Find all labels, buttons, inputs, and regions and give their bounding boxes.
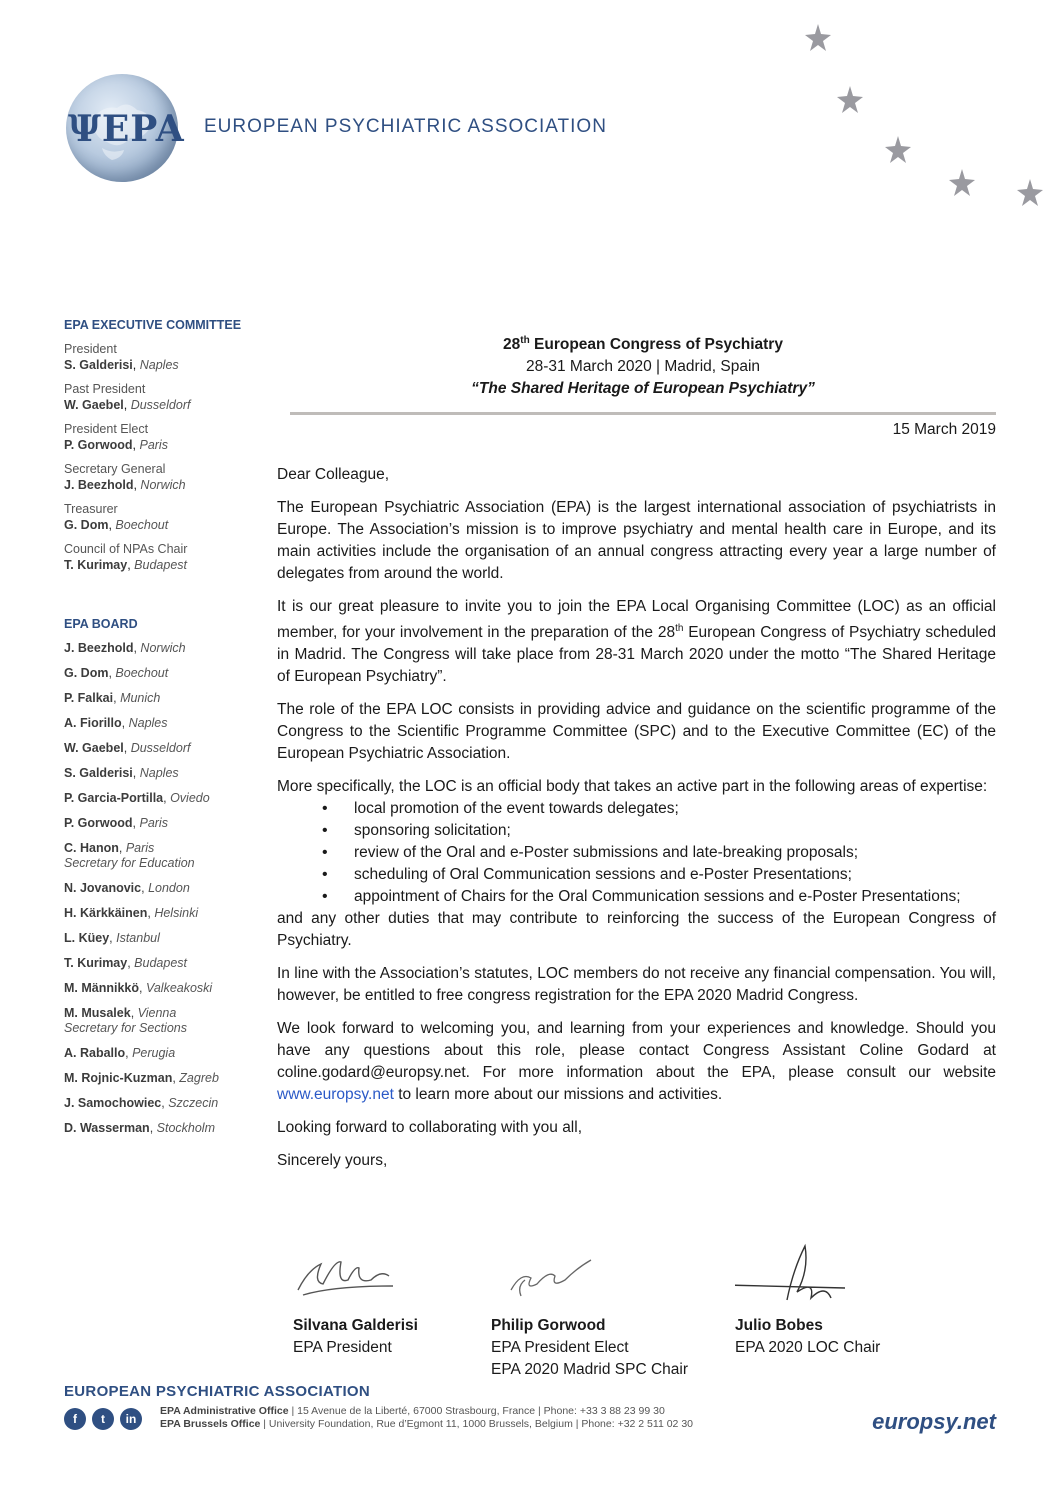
exec-city: Dusseldorf [130,397,191,412]
signature-block [293,1240,493,1359]
board-member: A. Fiorillo, Naples [64,716,168,730]
board-member: L. Küey, Istanbul [64,931,160,945]
board-name: H. Kärkkäinen [64,906,148,920]
board-name: D. Wasserman [64,1121,150,1135]
list-item: • sponsoring solicitation; [277,820,996,842]
signature-block [735,1240,935,1359]
board-name: P. Falkai [64,691,114,705]
board-section [64,617,264,1136]
exec-city: Naples [139,357,179,372]
board-member: C. Hanon, Paris Secretary for Education [64,841,264,871]
office-line [160,1418,693,1431]
handwritten-signature [293,1240,403,1308]
handwritten-signature [735,1240,865,1308]
list-item: • scheduling of Oral Communication sessions and e-Poster Presentations; [277,864,996,886]
board-city: Paris [125,841,155,855]
closing: Sincerely yours, [277,1152,388,1170]
board-name: T. Kurimay [64,956,128,970]
event-motto: “The Shared Heritage of European Psychiatry” [471,380,815,398]
board-city: Dusseldorf [130,741,191,755]
paragraph: Looking forward to collaborating with you all, [277,1119,583,1137]
event-title-number: 28 [503,336,521,354]
office-text: | 15 Avenue de la Liberté, 67000 Strasbourg, France | Phone: +33 3 88 23 99 30 [288,1405,665,1417]
exec-name: G. Dom [64,517,109,532]
board-name: M. Rojnic-Kuzman [64,1071,173,1085]
superscript: th [675,623,684,634]
board-city: Szczecin [168,1096,219,1110]
board-name: A. Fiorillo [64,716,122,730]
board-name: A. Raballo [64,1046,126,1060]
exec-committee-list [64,342,264,573]
letter-date: 15 March 2019 [892,421,996,438]
board-name: J. Beezhold [64,641,134,655]
board-name: J. Samochowiec [64,1096,162,1110]
paragraph: and any other duties that may contribute to reinforcing the success of the European Congress of Psychiatry. [277,910,996,950]
letter-body [277,464,996,1183]
signer-title: EPA 2020 LOC Chair [735,1339,881,1356]
board-heading: EPA BOARD [64,617,138,631]
exec-role: Council of NPAs Chair [64,542,188,556]
board-member: H. Kärkkäinen, Helsinki [64,906,199,920]
exec-role: Past President [64,382,146,396]
exec-member: President S. Galderisi, Naples [64,342,264,373]
board-city: Naples [139,766,179,780]
paragraph: In line with the Association’s statutes, LOC members do not receive any financial compensation. You will, however, be entitled to free congress registration for the EPA 2020 Madrid Congress. [277,965,996,1005]
board-city: Munich [120,691,161,705]
exec-member: President Elect P. Gorwood, Paris [64,422,264,453]
event-dates: 28-31 March 2020 | Madrid, Spain [525,358,761,376]
header-org-name: EUROPEAN PSYCHIATRIC ASSOCIATION [204,116,607,137]
board-city: Oviedo [170,791,210,805]
board-city: Naples [128,716,168,730]
paragraph-text: European Congress of Psychiatry scheduled in Madrid. The Congress will take place from 28-31 March 2020 under the motto “The Shared Heritage of European Psychiatry”. [277,624,996,686]
exec-role: President Elect [64,422,149,436]
footer-website-link[interactable]: europsy.net [872,1409,996,1434]
board-member: P. Garcia-Portilla, Oviedo [64,791,210,805]
board-sub-role: Secretary for Education [64,856,195,870]
twitter-icon[interactable]: t [92,1408,114,1430]
handwritten-signature [491,1240,611,1308]
signer-title: EPA President [293,1339,392,1356]
signature-block [491,1240,691,1381]
board-name: S. Galderisi [64,766,133,780]
decorative-stars-icon [790,14,1058,214]
board-member: G. Dom, Boechout [64,666,169,680]
office-label: EPA Administrative Office [160,1405,289,1417]
exec-member: Council of NPAs Chair T. Kurimay, Budapest [64,542,264,573]
board-sub-role: Secretary for Sections [64,1021,187,1035]
paragraph-text: It is our great pleasure to invite you to join the EPA Local Organising Committee (LOC) as an official member, for your involvement in the preparation of the 28 [277,598,996,642]
exec-member: Treasurer G. Dom, Boechout [64,502,264,533]
board-member: M. Männikkö, Valkeakoski [64,981,213,995]
board-member: M. Musalek, Vienna Secretary for Sections [64,1006,264,1036]
board-name: N. Jovanovic [64,881,142,895]
signer-title: EPA President Elect [491,1339,629,1356]
board-city: Paris [139,816,168,830]
website-link[interactable]: www.europsy.net [277,1086,394,1104]
board-member: J. Samochowiec, Szczecin [64,1096,219,1110]
exec-role: President [64,342,117,356]
board-member: D. Wasserman, Stockholm [64,1121,215,1135]
list-item: • review of the Oral and e-Poster submissions and late-breaking proposals; [277,842,996,864]
board-list [64,641,264,1136]
exec-name: S. Galderisi [64,357,133,372]
office-addresses [160,1405,693,1431]
exec-name: W. Gaebel [64,397,124,412]
list-item: • appointment of Chairs for the Oral Communication sessions and e-Poster Presentations; [277,886,996,908]
board-city: Budapest [134,956,187,970]
list-item: • local promotion of the event towards delegates; [277,798,996,820]
board-name: M. Männikkö [64,981,140,995]
board-member: S. Galderisi, Naples [64,766,179,780]
board-name: M. Musalek [64,1006,131,1020]
bullet-list [277,798,996,908]
event-title [290,330,996,356]
epa-logo-text: ΨEPA [68,108,185,150]
board-name: C. Hanon [64,841,119,855]
facebook-icon[interactable]: f [64,1408,86,1430]
board-city: London [148,881,190,895]
board-city: Boechout [115,666,169,680]
signer-name: Philip Gorwood [491,1317,606,1334]
board-city: Zagreb [179,1071,219,1085]
board-city: Valkeakoski [145,981,213,995]
divider [290,412,996,415]
paragraph-text: to learn more about our missions and activities. [393,1086,723,1104]
board-member: T. Kurimay, Budapest [64,956,187,970]
board-city: Helsinki [154,906,199,920]
board-name: G. Dom [64,666,109,680]
exec-name: T. Kurimay [64,557,128,572]
salutation: Dear Colleague, [277,466,390,483]
board-city: Stockholm [156,1121,215,1135]
board-member: A. Raballo, Perugia [64,1046,176,1060]
exec-city: Norwich [140,477,186,492]
board-member: P. Falkai, Munich [64,691,161,705]
board-member: N. Jovanovic, London [64,881,190,895]
office-line [160,1405,693,1418]
linkedin-icon[interactable]: in [120,1408,142,1430]
paragraph [277,1018,996,1106]
paragraph: The European Psychiatric Association (EPA) is the largest international association of psychiatrists in Europe. The Association’s mission is to improve psychiatry and mental health care in Europe, and its main activities include the organisation of an annual congress attracting every year a large number of delegates from around the world. [277,499,996,582]
office-label: EPA Brussels Office [160,1418,261,1430]
exec-role: Treasurer [64,502,118,516]
board-name: P. Garcia-Portilla [64,791,164,805]
signer-title: EPA 2020 Madrid SPC Chair [491,1361,689,1378]
exec-city: Budapest [134,557,187,572]
paragraph-text: We look forward to welcoming you, and learning from your experiences and knowledge. Should you have any questions about this role, please contact Congress Assistant Coline Godard at coline.godard@europsy.net. For more information about the EPA, please consult our website [277,1020,996,1082]
social-links [64,1408,142,1430]
sidebar [64,318,264,1146]
paragraph: More specifically, the LOC is an official body that takes an active part in the following areas of expertise: [277,778,988,796]
exec-city: Boechout [115,517,169,532]
exec-committee-heading: EPA EXECUTIVE COMMITTEE [64,318,242,332]
board-city: Vienna [137,1006,177,1020]
board-name: L. Küey [64,931,110,945]
board-member: J. Beezhold, Norwich [64,641,186,655]
board-city: Norwich [140,641,186,655]
exec-member: Past President W. Gaebel, Dusseldorf [64,382,264,413]
event-heading [290,330,996,400]
exec-member: Secretary General J. Beezhold, Norwich [64,462,264,493]
signatures [277,1240,996,1380]
board-city: Istanbul [116,931,160,945]
exec-name: P. Gorwood [64,437,133,452]
board-member: M. Rojnic-Kuzman, Zagreb [64,1071,219,1085]
exec-city: Paris [139,437,168,452]
board-member: P. Gorwood, Paris [64,816,168,830]
board-name: P. Gorwood [64,816,133,830]
board-name: W. Gaebel [64,741,124,755]
footer-org-name: EUROPEAN PSYCHIATRIC ASSOCIATION [64,1383,371,1400]
signer-name: Julio Bobes [735,1317,823,1334]
paragraph: The role of the EPA LOC consists in providing advice and guidance on the scientific programme of the Congress to the Scientific Programme Committee (SPC) and to the Executive Committee (EC) of the European Psychiatric Association. [277,701,996,763]
board-city: Perugia [132,1046,176,1060]
event-title-text: European Congress of Psychiatry [529,336,783,354]
signer-name: Silvana Galderisi [293,1317,418,1334]
exec-name: J. Beezhold [64,477,134,492]
event-title-sup: th [520,335,530,346]
exec-role: Secretary General [64,462,166,476]
board-member: W. Gaebel, Dusseldorf [64,741,191,755]
paragraph [277,596,996,688]
office-text: | University Foundation, Rue d’Egmont 11, 1000 Brussels, Belgium | Phone: +32 2 511 02 30 [260,1418,693,1430]
